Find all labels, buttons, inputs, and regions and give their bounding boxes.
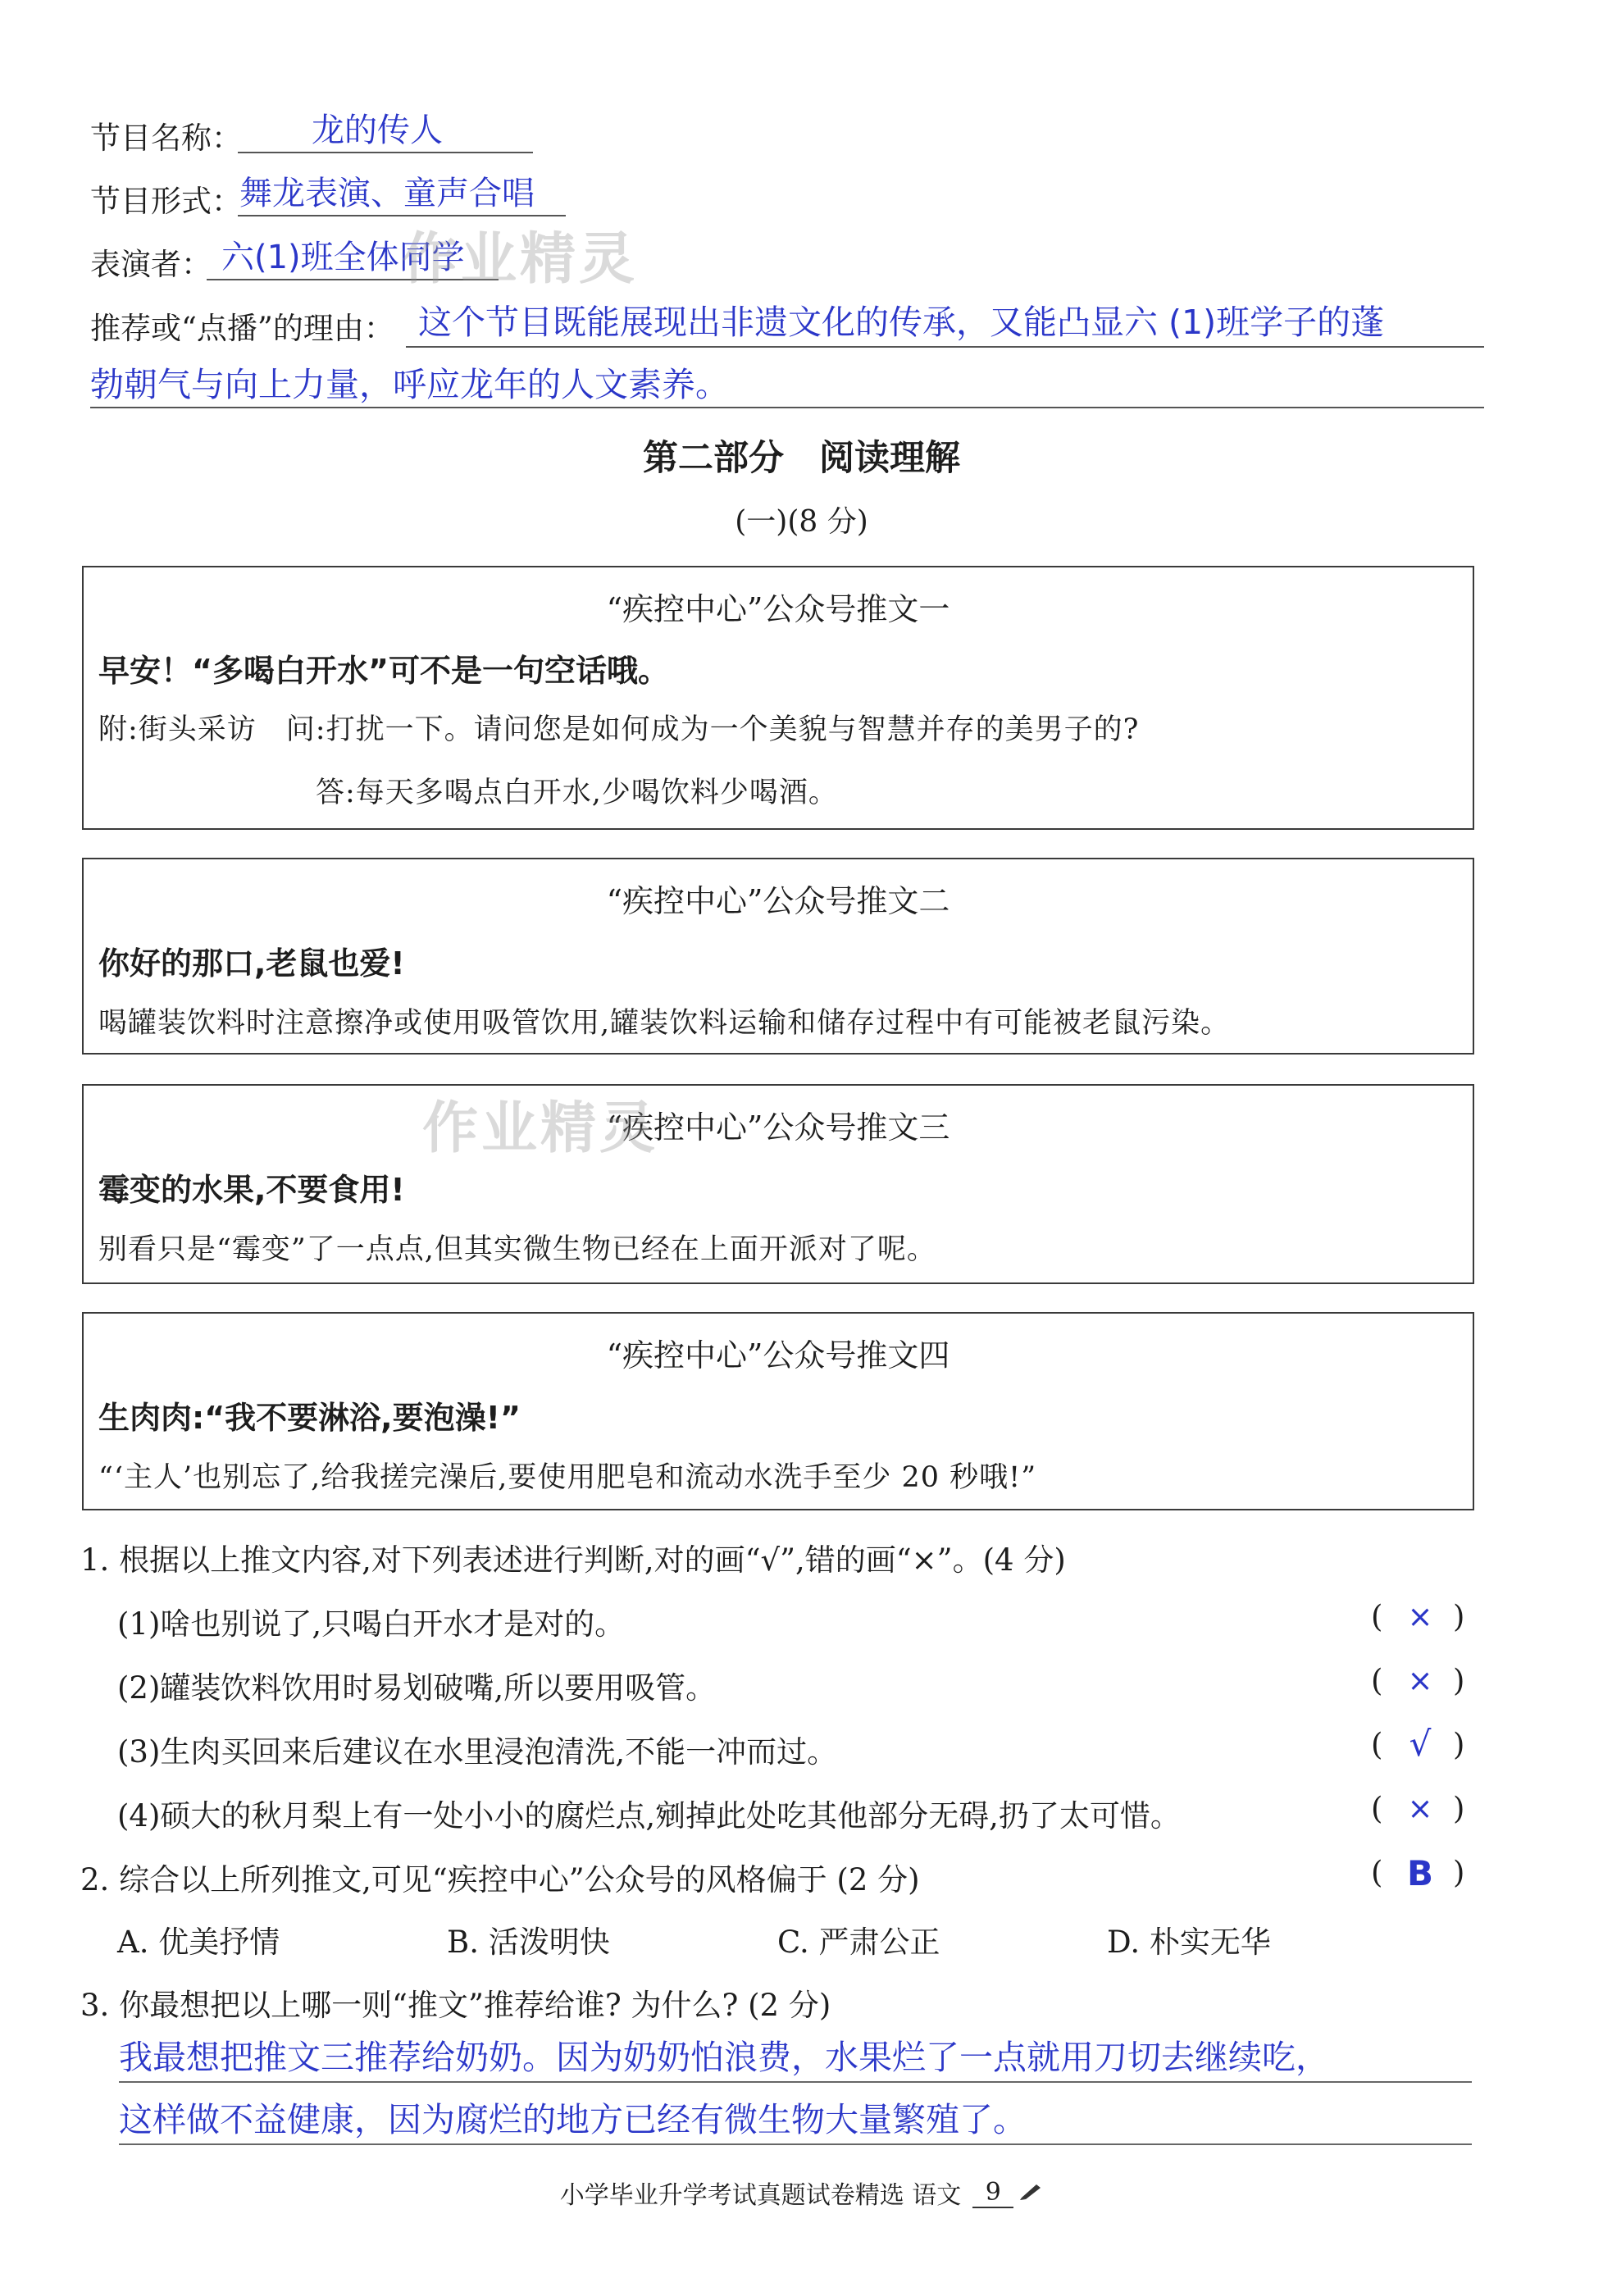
program-form-value: 舞龙表演、童声合唱 (239, 175, 535, 212)
question-2: 2. 综合以上所列推文,可见“疾控中心”公众号的风格偏于 (2 分) (80, 1862, 920, 1897)
paren-open: ( (1371, 1791, 1383, 1826)
paren-close: ) (1453, 1599, 1465, 1634)
post-3-line1: 别看只是“霉变”了一点点,但其实微生物已经在上面开派对了呢。 (98, 1233, 936, 1266)
post-box-1 (82, 566, 1474, 830)
paren-close: ) (1453, 1791, 1465, 1826)
performer-value: 六(1)班全体同学 (221, 239, 465, 276)
q1-item-2-answer: × (1407, 1663, 1433, 1698)
paren-close: ) (1453, 1855, 1465, 1890)
post-2-headline: 你好的那口,老鼠也爱! (98, 945, 405, 982)
reason-value-line1: 这个节目既能展现出非遗文化的传承，又能凸显六 (1)班学子的蓬 (418, 303, 1385, 342)
post-3-title: “疾控中心”公众号推文三 (606, 1109, 950, 1146)
q2-option-a: A. 优美抒情 (117, 1925, 280, 1960)
reason-value-line2: 勃朝气与向上力量，呼应龙年的人文素养。 (90, 365, 729, 404)
paren-open: ( (1371, 1727, 1383, 1762)
post-1-headline: 早安！“多喝白开水”可不是一句空话哦。 (98, 653, 669, 689)
section-subtitle: (一)(8 分) (735, 505, 868, 539)
watermark-middle: 作业精灵 (422, 1096, 659, 1161)
post-3-headline: 霉变的水果,不要食用! (98, 1172, 405, 1208)
q2-option-d: D. 朴实无华 (1107, 1925, 1271, 1960)
reason-label: 推荐或“点播”的理由： (90, 311, 394, 346)
post-box-2 (82, 858, 1474, 1055)
post-2-title: “疾控中心”公众号推文二 (606, 883, 950, 919)
q1-item-4-answer: × (1407, 1791, 1433, 1826)
paren-close: ) (1453, 1727, 1465, 1762)
paren-close: ) (1453, 1663, 1465, 1698)
paren-open: ( (1371, 1663, 1383, 1698)
q1-item-1: (1)啥也别说了,只喝白开水才是对的。 (117, 1606, 626, 1642)
q2-answer-box (1371, 1853, 1469, 1893)
q1-item-4-answer-box (1371, 1791, 1469, 1826)
paren-open: ( (1371, 1855, 1383, 1890)
program-form-label: 节目形式： (90, 184, 242, 219)
question-1: 1. 根据以上推文内容,对下列表述进行判断,对的画“√”,错的画“×”。(4 分) (80, 1542, 1066, 1578)
q3-answer-line-2 (119, 2091, 1472, 2145)
q1-item-3-answer: √ (1409, 1724, 1432, 1764)
post-4-headline: 生肉肉:“我不要淋浴,要泡澡!” (98, 1400, 521, 1436)
q1-item-2: (2)罐装饮料饮用时易划破嘴,所以要用吸管。 (117, 1670, 717, 1706)
section-title: 第二部分 阅读理解 (643, 438, 960, 479)
program-name-field (238, 102, 533, 153)
q3-answer-text-2: 这样做不益健康，因为腐烂的地方已经有微生物大量繁殖了。 (119, 2100, 1027, 2139)
footer-text: 小学毕业升学考试真题试卷精选 语文 (559, 2181, 962, 2210)
question-3: 3. 你最想把以上哪一则“推文”推荐给谁? 为什么? (2 分) (80, 1988, 831, 2023)
q1-item-1-answer-box (1371, 1599, 1469, 1634)
post-4-title: “疾控中心”公众号推文四 (606, 1337, 950, 1374)
q2-option-b: B. 活泼明快 (447, 1925, 610, 1960)
q1-item-1-answer: × (1407, 1599, 1433, 1634)
program-name-value: 龙的传人 (312, 112, 443, 149)
paren-open: ( (1371, 1599, 1383, 1634)
performer-label: 表演者： (90, 247, 212, 282)
watermark-top: 作业精灵 (402, 227, 639, 292)
post-1-line2: 答:每天多喝点白开水,少喝饮料少喝酒。 (316, 777, 838, 809)
post-1-line1: 附:街头采访 问:打扰一下。请问您是如何成为一个美貌与智慧并存的美男子的? (98, 713, 1140, 746)
post-box-3 (82, 1084, 1474, 1284)
q1-item-3-answer-box (1371, 1724, 1469, 1764)
pencil-icon (1018, 2179, 1043, 2207)
post-1-title: “疾控中心”公众号推文一 (606, 591, 950, 627)
q1-item-4: (4)硕大的秋月梨上有一处小小的腐烂点,剜掉此处吃其他部分无碍,扔了太可惜。 (117, 1798, 1181, 1834)
program-name-label: 节目名称： (90, 121, 242, 156)
program-form-field (238, 164, 566, 216)
q1-item-2-answer-box (1371, 1663, 1469, 1698)
q3-answer-line-1 (119, 2029, 1472, 2083)
page-number: 9 (972, 2178, 1013, 2208)
reason-field-line1 (406, 290, 1484, 348)
post-2-line1: 喝罐装饮料时注意擦净或使用吸管饮用,罐装饮料运输和储存过程中有可能被老鼠污染。 (98, 1007, 1231, 1040)
post-4-line1: “‘主人’也别忘了,给我搓完澡后,要使用肥皂和流动水洗手至少 20 秒哦!” (98, 1461, 1037, 1494)
q3-answer-text-1: 我最想把推文三推荐给奶奶。因为奶奶怕浪费，水果烂了一点就用刀切去继续吃， (119, 2038, 1329, 2077)
reason-field-line2 (90, 351, 1484, 408)
q1-item-3: (3)生肉买回来后建议在水里浸泡清洗,不能一冲而过。 (117, 1734, 838, 1770)
q2-answer: B (1406, 1853, 1433, 1893)
q2-option-c: C. 严肃公正 (777, 1925, 940, 1960)
post-box-4 (82, 1312, 1474, 1510)
page-footer (0, 2175, 1603, 2211)
